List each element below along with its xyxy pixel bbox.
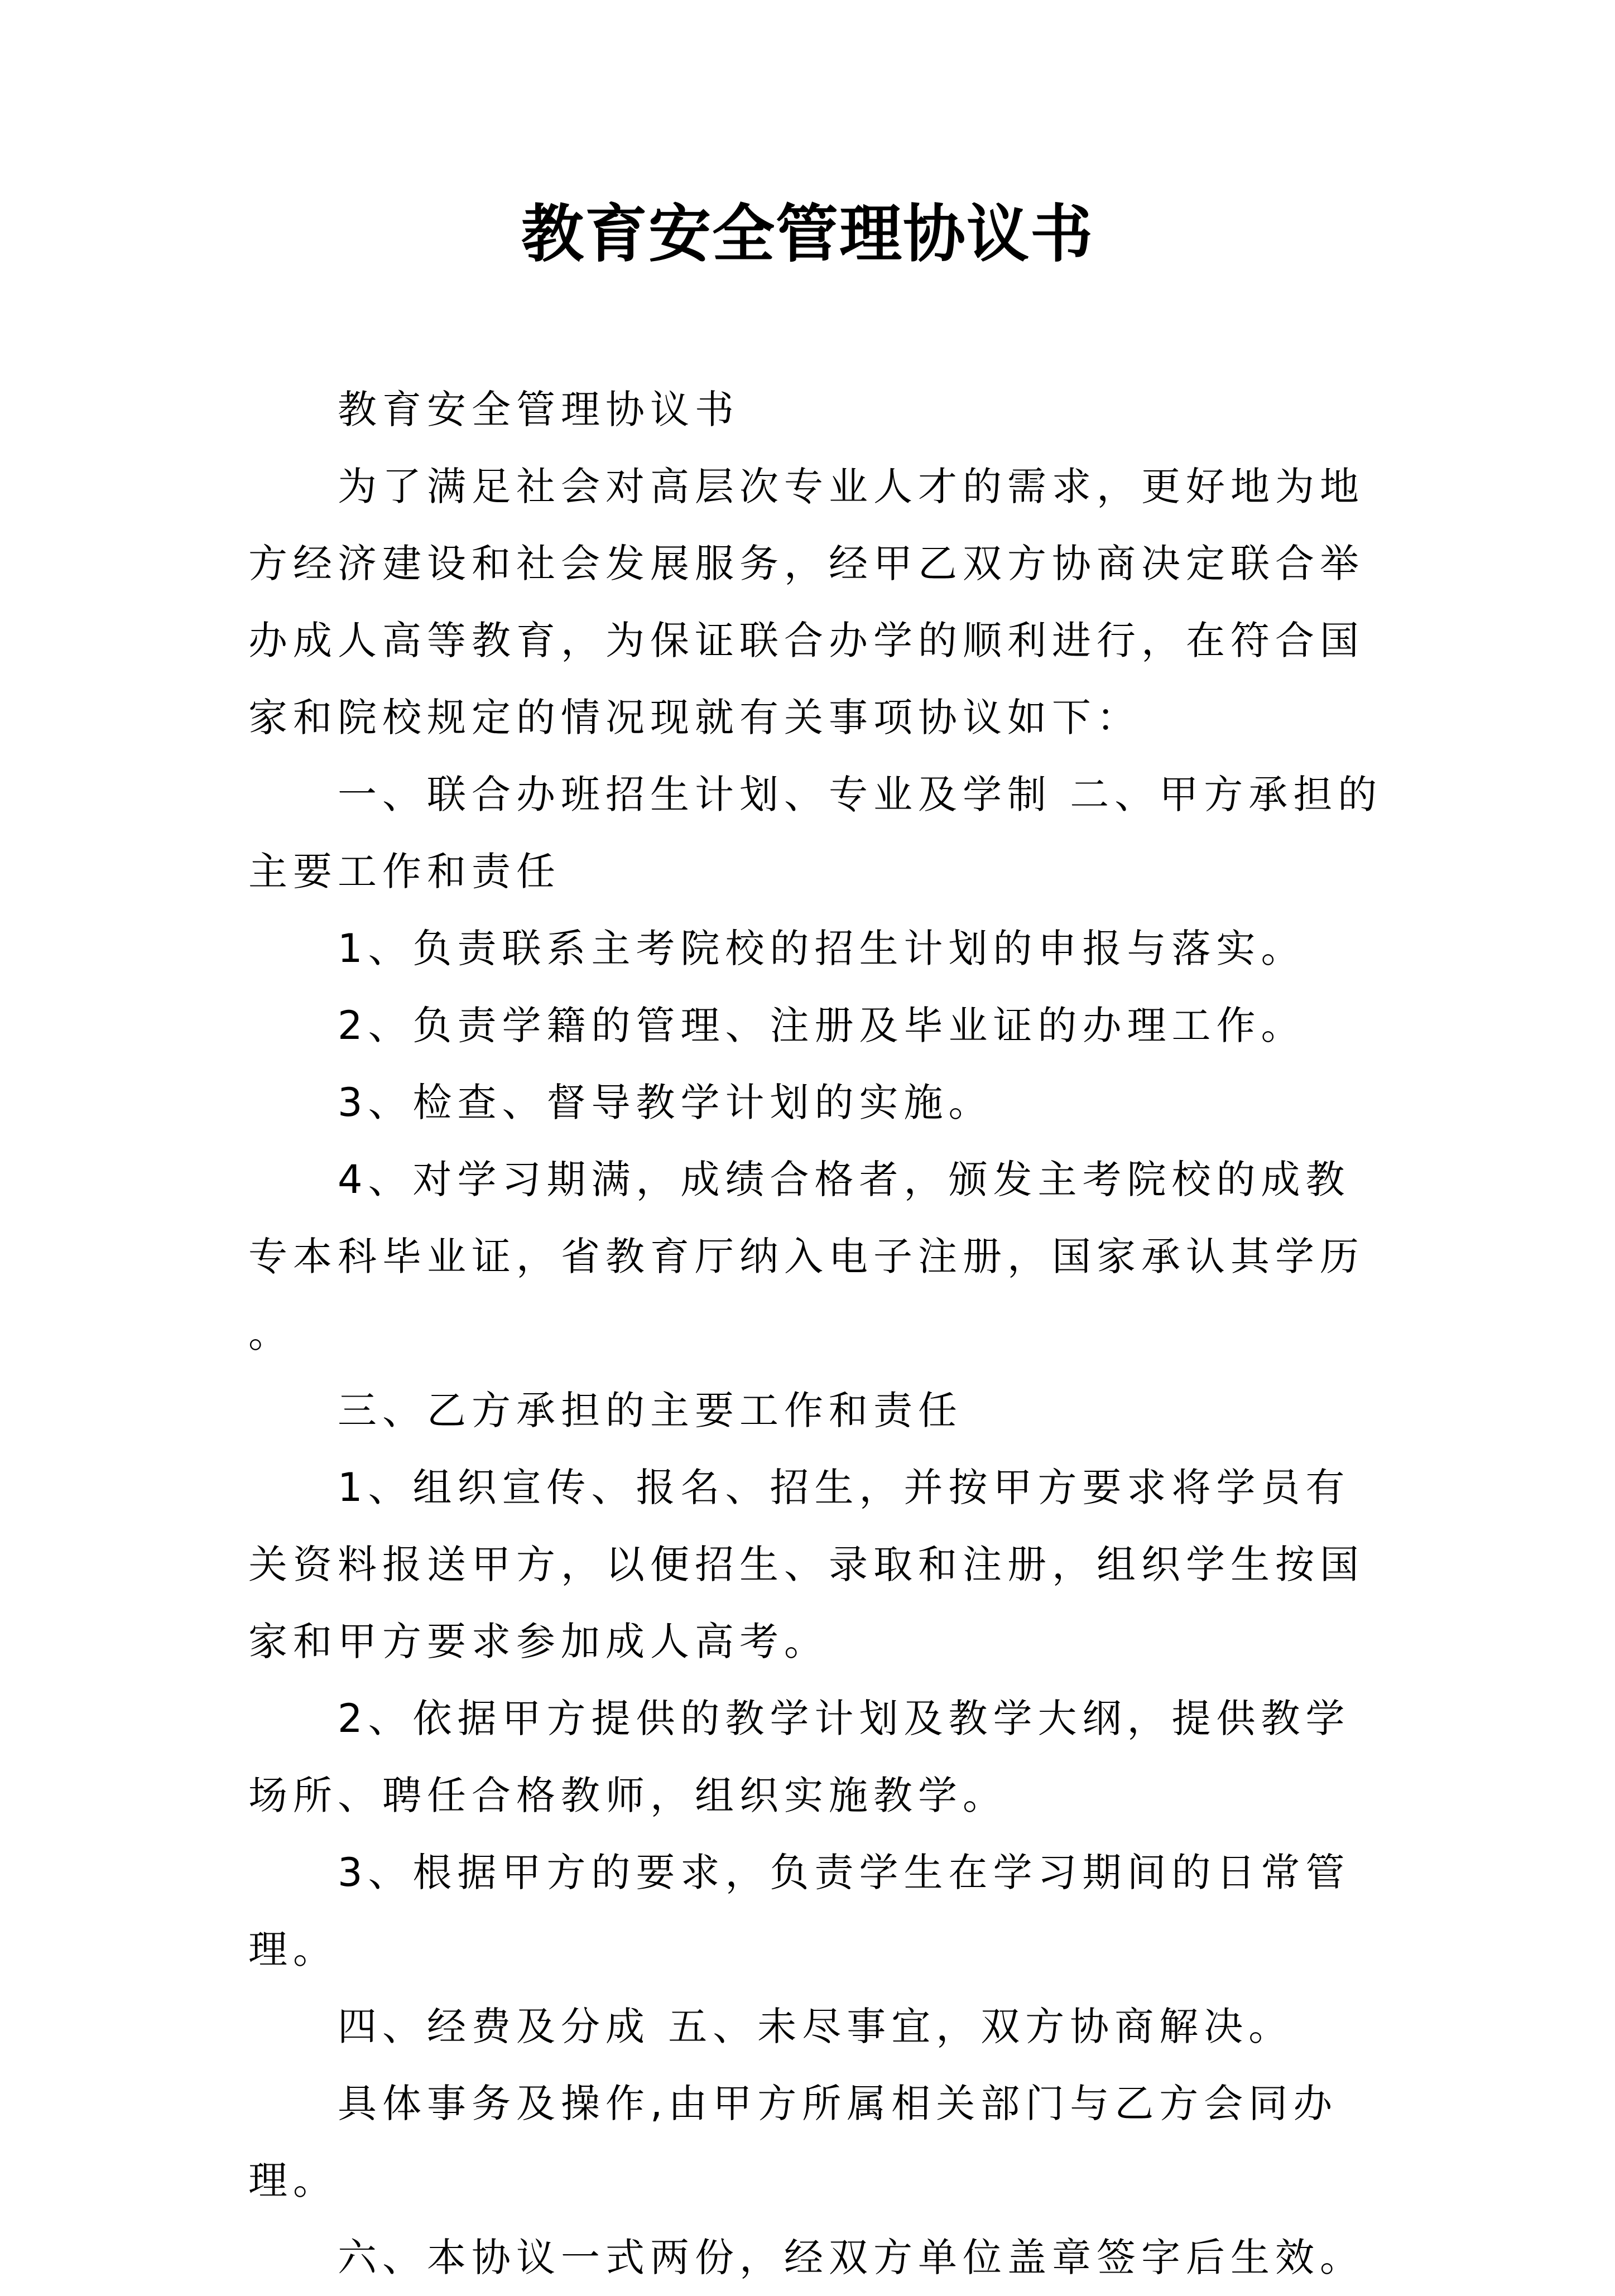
document-body — [248, 371, 1387, 2296]
paragraph-operations: 具体事务及操作,由甲方所属相关部门与乙方会同办理。 — [248, 2081, 1338, 2203]
paragraph-party-a-item-1: 1、负责联系主考院校的招生计划的申报与落实。 — [338, 926, 1306, 971]
paragraph-party-a-item-4: 4、对学习期满，成绩合格者，颁发主考院校的成教专本科毕业证，省教育厅纳入电子注册，国家承认其学历 。 — [248, 1157, 1364, 1356]
paragraph-heading: 教育安全管理协议书 — [338, 387, 739, 432]
paragraph-party-a-item-2: 2、负责学籍的管理、注册及毕业证的办理工作。 — [338, 1003, 1306, 1048]
paragraph-section-4-5: 四、经费及分成 五、未尽事宜，双方协商解决。 — [338, 2004, 1294, 2049]
document-title: 教育安全管理协议书 — [521, 198, 1094, 271]
paragraph-section-3: 三、乙方承担的主要工作和责任 — [338, 1388, 963, 1433]
paragraph-party-b-item-2: 2、依据甲方提供的教学计划及教学大纲，提供教学场所、聘任合格教师，组织实施教学。 — [248, 1696, 1350, 1818]
paragraph-section-6: 六、本协议一式两份，经双方单位盖章签字后生效。 — [338, 2235, 1364, 2280]
paragraph-intro: 为了满足社会对高层次专业人才的需求，更好地为地方经济建设和社会发展服务，经甲乙双方协商决定联合举办成人高等教育，为保证联合办学的顺利进行，在符合国家和院校规定的情况现就有关事项协议如下： — [248, 464, 1364, 740]
paragraph-section-1-2: 一、联合办班招生计划、专业及学制 二、甲方承担的主要工作和责任 — [248, 772, 1383, 894]
paragraph-party-b-item-3: 3、根据甲方的要求，负责学生在学习期间的日常管理。 — [248, 1850, 1350, 1972]
paragraph-party-a-item-3: 3、检查、督导教学计划的实施。 — [338, 1080, 993, 1125]
paragraph-party-b-item-1: 1、组织宣传、报名、招生，并按甲方要求将学员有关资料报送甲方，以便招生、录取和注册，组织学生按国家和甲方要求参加成人高考。 — [248, 1465, 1364, 1664]
